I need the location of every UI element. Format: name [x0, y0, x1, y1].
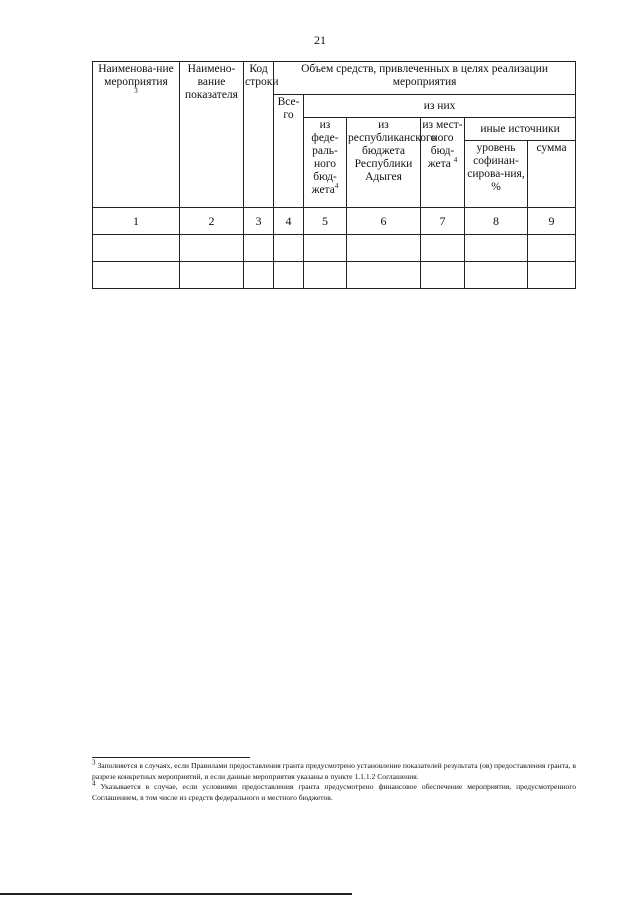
footnote-3: $^3$ Заполняется в случаях, если Правилами предоставления гранта предусмотрено установление показателей результата (ов) предоставления гранта, в разрезе конкретных мероприятий, и если данные мероприятия указаны в пункте 1.1.1.2 Соглашения. [92, 758, 576, 781]
header-of-which: из них [304, 95, 576, 118]
header-funds-volume: Объем средств, привлеченных в целях реализации мероприятия [274, 62, 576, 95]
empty-cell [421, 262, 465, 289]
empty-cell [180, 235, 244, 262]
empty-cell [528, 235, 576, 262]
header-federal-budget: из феде-раль-ного бюд-жета$^4$ [304, 118, 347, 208]
footnote-separator [92, 757, 250, 758]
column-number: 3 [244, 208, 274, 235]
header-row-code: Код строки [244, 62, 274, 208]
empty-cell [304, 235, 347, 262]
header-republic-budget: из республиканского бюджета Республики Адыгея [347, 118, 421, 208]
empty-row [93, 262, 576, 289]
empty-cell [93, 262, 180, 289]
column-number: 8 [465, 208, 528, 235]
header-total: Все-го [274, 95, 304, 208]
column-numbers-row [93, 208, 576, 235]
header-cofinancing-level: уровень софинан-сирова-ния, % [465, 141, 528, 208]
page-number: 21 [314, 33, 326, 47]
footnote-4: $^4$ Указывается в случае, если условиями предоставления гранта предусмотрено финансовое обеспечение мероприятия, предусмотренного Соглашением, в том числе из средств федерального и местного бюджетов. [92, 779, 576, 802]
header-other-sources: иные источники [465, 118, 576, 141]
empty-cell [274, 262, 304, 289]
empty-cell [347, 235, 421, 262]
column-number: 4 [274, 208, 304, 235]
empty-cell [347, 262, 421, 289]
empty-cell [244, 262, 274, 289]
empty-cell [421, 235, 465, 262]
empty-cell [274, 235, 304, 262]
header-local-budget: из мест-ного бюд-жета $^4$ [421, 118, 465, 208]
empty-cell [244, 235, 274, 262]
column-number: 6 [347, 208, 421, 235]
scan-edge-line [0, 893, 352, 895]
empty-cell [528, 262, 576, 289]
header-sum: сумма [528, 141, 576, 208]
empty-cell [304, 262, 347, 289]
column-number: 5 [304, 208, 347, 235]
footnotes [92, 758, 576, 803]
column-number: 9 [528, 208, 576, 235]
header-event-name: Наименова-ние мероприятия $^3$ [93, 62, 180, 208]
empty-cell [180, 262, 244, 289]
empty-cell [465, 262, 528, 289]
column-number: 2 [180, 208, 244, 235]
empty-row [93, 235, 576, 262]
empty-cell [465, 235, 528, 262]
column-number: 1 [93, 208, 180, 235]
column-number: 7 [421, 208, 465, 235]
header-indicator-name: Наимено-вание показателя [180, 62, 244, 208]
empty-cell [93, 235, 180, 262]
funds-table [92, 61, 576, 289]
